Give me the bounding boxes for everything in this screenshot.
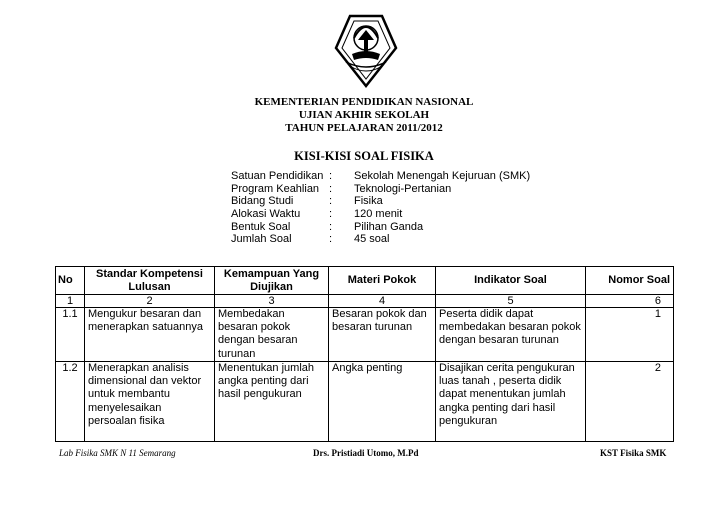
info-row-satuan xyxy=(231,170,591,183)
school-year: TAHUN PELAJARAN 2011/2012 xyxy=(285,122,443,134)
info-label: Bidang Studi xyxy=(231,195,294,208)
info-value: Teknologi-Pertanian xyxy=(354,182,452,195)
row-materi-pokok: Angka penting xyxy=(329,362,436,442)
row-materi-pokok: Besaran pokok dan besaran turunan xyxy=(329,308,436,362)
info-colon: : xyxy=(329,208,333,221)
ministry-name: KEMENTERIAN PENDIDIKAN NASIONAL xyxy=(254,96,474,108)
info-row-program xyxy=(231,183,591,196)
column-number: 4 xyxy=(329,295,436,308)
footer-lab-name: Lab Fisika SMK N 11 Semarang xyxy=(59,448,176,458)
header-indikator-soal: Indikator Soal xyxy=(436,267,586,295)
document-title: KISI-KISI SOAL FISIKA xyxy=(294,149,434,163)
row-kemampuan: Menentukan jumlah angka penting dari hasil pengukuran xyxy=(215,362,329,442)
row-indikator-soal: Peserta didik dapat membedakan besaran pokok dengan besaran turunan xyxy=(436,308,586,362)
info-row-bidang xyxy=(231,195,591,208)
info-label: Jumlah Soal xyxy=(231,233,292,246)
column-number: 3 xyxy=(215,295,329,308)
info-label: Satuan Pendidikan xyxy=(231,170,324,182)
header-no: No xyxy=(56,267,85,295)
info-label: Bentuk Soal xyxy=(231,220,291,233)
info-label: Alokasi Waktu xyxy=(231,208,301,221)
header-materi-pokok: Materi Pokok xyxy=(329,267,436,295)
info-colon: : xyxy=(329,182,333,195)
row-standar-kompetensi: Menerapkan analisis dimensional dan vektor untuk membantu menyelesaikan persoalan fisika xyxy=(85,362,215,442)
column-number: 2 xyxy=(85,295,215,308)
info-value: Fisika xyxy=(354,195,383,208)
column-number: 1 xyxy=(56,295,85,308)
info-colon: : xyxy=(329,170,333,182)
column-number: 6 xyxy=(586,295,674,308)
info-colon: : xyxy=(329,233,333,246)
info-value: Pilihan Ganda xyxy=(354,220,424,233)
row-no: 1.1 xyxy=(56,308,85,362)
column-number-row xyxy=(56,295,674,308)
row-kemampuan: Membedakan besaran pokok dengan besaran turunan xyxy=(215,308,329,362)
column-number: 5 xyxy=(436,295,586,308)
tut-wuri-handayani-logo xyxy=(332,8,400,90)
kisi-kisi-table xyxy=(55,266,674,442)
row-nomor-soal: 1 xyxy=(586,308,674,362)
info-row-bentuk xyxy=(231,221,591,234)
info-colon: : xyxy=(329,220,333,233)
info-value: Sekolah Menengah Kejuruan (SMK) xyxy=(354,170,531,182)
table-header-row xyxy=(56,267,674,295)
row-indikator-soal: Disajikan cerita pengukuran luas tanah , peserta didik dapat menentukan jumlah angka penting dari hasil pengukuran xyxy=(436,362,586,442)
info-row-jumlah xyxy=(231,233,591,246)
row-no: 1.2 xyxy=(56,362,85,442)
info-value: 120 menit xyxy=(354,208,403,221)
info-label: Program Keahlian xyxy=(231,182,320,195)
header-nomor-soal: Nomor Soal xyxy=(586,267,674,295)
footer-author: Drs. Pristiadi Utomo, M.Pd xyxy=(313,448,419,458)
row-nomor-soal: 2 xyxy=(586,362,674,442)
table-row xyxy=(56,362,674,442)
table-row xyxy=(56,308,674,362)
document-info xyxy=(231,170,591,246)
info-row-alokasi xyxy=(231,208,591,221)
exam-name: UJIAN AKHIR SEKOLAH xyxy=(298,109,430,121)
info-colon: : xyxy=(329,195,333,208)
header-kemampuan: Kemampuan Yang Diujikan xyxy=(215,267,329,295)
row-standar-kompetensi: Mengukur besaran dan menerapkan satuannya xyxy=(85,308,215,362)
footer-doc-code: KST Fisika SMK xyxy=(600,448,667,458)
header-standar-kompetensi: Standar Kompetensi Lulusan xyxy=(85,267,215,295)
info-value: 45 soal xyxy=(354,233,390,246)
